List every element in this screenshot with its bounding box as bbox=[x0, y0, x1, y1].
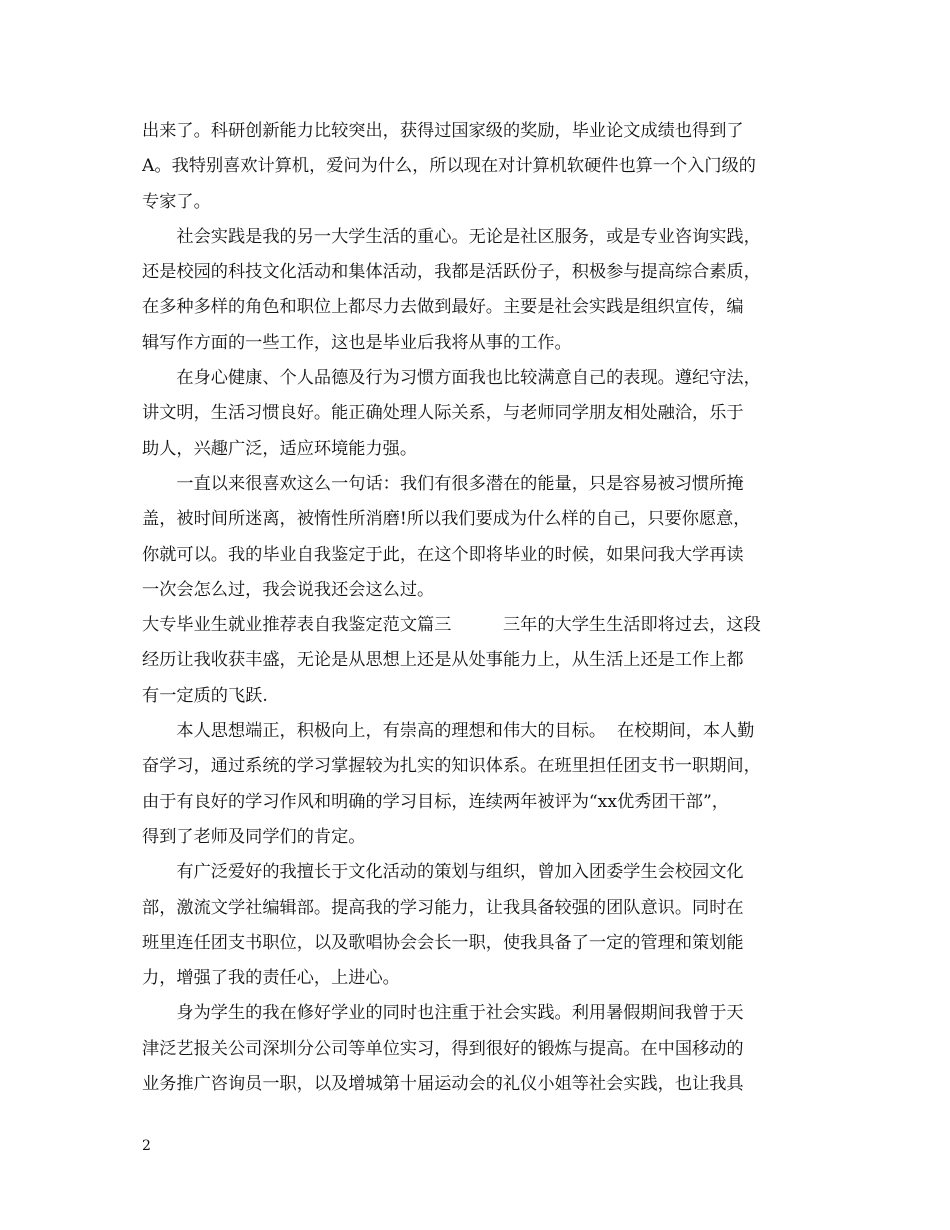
text-line: 一次会怎么过，我会说我还会这么过。 bbox=[142, 579, 435, 600]
text-line: 助人，兴趣广泛，适应环境能力强。 bbox=[142, 438, 418, 459]
text-line: 本人思想端正，积极向上，有崇高的理想和伟大的目标。 在校期间，本人勤 bbox=[142, 721, 755, 742]
text-line: 有广泛爱好的我擅长于文化活动的策划与组织，曾加入团委学生会校园文化 bbox=[142, 862, 744, 883]
text-line: 还是校园的科技文化活动和集体活动，我都是活跃份子，积极参与提高综合素质， bbox=[142, 262, 761, 283]
text-line: 班里连任团支书职位，以及歌唱协会会长一职，使我具备了一定的管理和策划能 bbox=[142, 932, 744, 953]
text-line: 部，激流文学社编辑部。提高我的学习能力，让我具备较强的团队意识。同时在 bbox=[142, 897, 744, 918]
text-line: 讲文明，生活习惯良好。能正确处理人际关系，与老师同学朋友相处融洽，乐于 bbox=[142, 403, 744, 424]
text-line: A。我特别喜欢计算机，爱问为什么，所以现在对计算机软硬件也算一个入门级的 bbox=[142, 156, 756, 177]
text-line: 由于有良好的学习作风和明确的学习目标，连续两年被评为“xx优秀团干部”， bbox=[142, 791, 729, 812]
text-line: 盖，被时间所迷离，被惰性所消磨!所以我们要成为什么样的自己，只要你愿意， bbox=[142, 509, 751, 530]
text-line: 出来了。科研创新能力比较突出，获得过国家级的奖励，毕业论文成绩也得到了 bbox=[142, 121, 744, 141]
text-line: 身为学生的我在修好学业的同时也注重于社会实践。利用暑假期间我曾于天 bbox=[142, 1003, 744, 1024]
page-number: 2 bbox=[142, 1138, 151, 1154]
text-line: 辑写作方面的一些工作，这也是毕业后我将从事的工作。 bbox=[142, 332, 572, 353]
text-line: 经历让我收获丰盛，无论是从思想上还是从处事能力上，从生活上还是工作上都 bbox=[142, 650, 744, 671]
text-line: 一直以来很喜欢这么一句话：我们有很多潜在的能量，只是容易被习惯所掩 bbox=[142, 473, 744, 494]
body-text bbox=[142, 114, 832, 1102]
text-line: 社会实践是我的另一大学生活的重心。无论是社区服务，或是专业咨询实践， bbox=[142, 226, 761, 247]
section-heading-line: 大专毕业生就业推荐表自我鉴定范文篇三 三年的大学生生活即将过去，这段 bbox=[142, 615, 761, 636]
text-line: 在多种多样的角色和职位上都尽力去做到最好。主要是社会实践是组织宣传，编 bbox=[142, 297, 744, 318]
text-line: 得到了老师及同学们的肯定。 bbox=[142, 826, 366, 847]
text-line: 业务推广咨询员一职，以及增城第十届运动会的礼仪小姐等社会实践，也让我具 bbox=[142, 1074, 744, 1095]
text-line: 在身心健康、个人品德及行为习惯方面我也比较满意自己的表现。遵纪守法， bbox=[142, 368, 761, 389]
text-line: 专家了。 bbox=[142, 191, 211, 212]
text-line: 奋学习，通过系统的学习掌握较为扎实的知识体系。在班里担任团支书一职期间， bbox=[142, 756, 761, 777]
text-line: 力，增强了我的责任心，上进心。 bbox=[142, 968, 400, 989]
text-line: 你就可以。我的毕业自我鉴定于此，在这个即将毕业的时候，如果问我大学再读 bbox=[142, 544, 744, 565]
text-line: 津泛艺报关公司深圳分公司等单位实习，得到很好的锻炼与提高。在中国移动的 bbox=[142, 1038, 744, 1059]
text-line: 有一定质的飞跃. bbox=[142, 685, 268, 706]
